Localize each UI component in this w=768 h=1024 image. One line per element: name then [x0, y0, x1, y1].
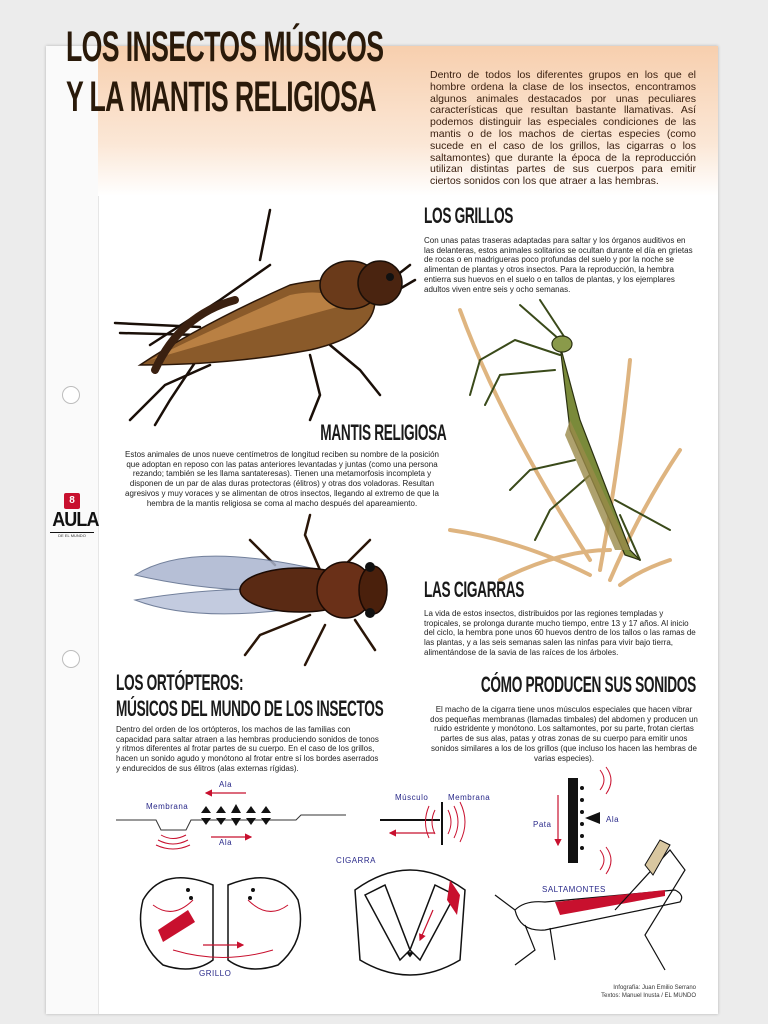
cricket-wings-diagram	[133, 870, 308, 975]
ortopteros-title	[116, 670, 383, 722]
cicada-illustration	[130, 515, 400, 670]
sonidos-title: CÓMO PRODUCEN SUS SONIDOS	[480, 672, 696, 697]
credit-textos: Textos: Manuel Inusta / EL MUNDO	[601, 993, 696, 999]
cicada-diagram	[345, 855, 475, 985]
ortopteros-title-line-2: MÚSICOS DEL MUNDO DE LOS INSECTOS	[116, 696, 384, 721]
label-musculo: Músculo	[395, 793, 429, 802]
label-ala-top: Ala	[219, 780, 233, 789]
muscle-membrane-diagram	[380, 800, 480, 850]
label-ala-bottom: Ala	[219, 838, 233, 847]
grillos-text: Con unas patas traseras adaptadas para saltar y los órganos auditivos en las delanteras, estos animales solitarios se ocultan durante el día en grietas de rocas o en madrigueras poco profundas del suelo y por la noche se alimentan de plantas y otros insectos. Para la reproducción, la hembra entierra sus huevos en el suelo o en tallos de plantas, y los ejemplares adultos viven entre seis y ocho semanas.	[424, 236, 693, 294]
label-membrana-right: Membrana	[448, 793, 491, 802]
page-title	[66, 22, 384, 122]
ortopteros-text: Dentro del orden de los ortópteros, los machos de las familias con capacidad para saltar atraen a las hembras produciendo sonidos de tonos y ritmos diferentes al frotar partes de su cuerpo. En el caso de los grillos, hacen un sonido agudo y monótono al frotar entre sí los bordes aserrados y endurecidos de sus élitros (alas externas rígidas).	[116, 725, 379, 773]
punch-hole	[62, 650, 80, 668]
label-grillo: GRILLO	[199, 969, 232, 978]
credits	[601, 984, 696, 1000]
title-line-2: Y LA MANTIS RELIGIOSA	[66, 73, 376, 121]
grasshopper-diagram	[495, 840, 700, 980]
mantis-title: MANTIS RELIGIOSA	[319, 420, 446, 445]
mantis-text: Estos animales de unos nueve centímetros de longitud reciben su nombre de la posición que adoptan en reposo con las patas anteriores levantadas y juntas (como una persona rezando; también se les llama santateresas). Tienen una metamorfosis incompleta y disponen de un par de alas duras protectoras (élitros) y otras dos voladoras. Resultan agresivos y muy voraces y se alimentan de otros insectos, llegando al extremo de que la hembra de la mantis religiosa se coma al macho después del apareamiento.	[125, 450, 439, 508]
cigarras-title: LAS CIGARRAS	[424, 577, 525, 602]
cricket-illustration	[110, 205, 420, 440]
sonidos-text: El macho de la cigarra tiene unos músculos especiales que hacen vibrar dos pequeñas membranas (llamadas timbales) del abdomen y producen un ruido estridente y monótono. Los saltamontes, por su parte, frotan ciertas partes de sus alas, patas y otras zonas de su cuerpo para emitir unos sonidos similares a los de los grillos (que incluso los hacen las hembras de varias especies).	[430, 705, 698, 763]
label-pata: Pata	[533, 820, 552, 829]
title-line-1: LOS INSECTOS MÚSICOS	[66, 23, 384, 71]
aula-logo	[50, 493, 99, 538]
logo-word: AULA	[52, 509, 99, 531]
punch-hole	[62, 386, 80, 404]
cigarras-text: La vida de estos insectos, distribuidos por las regiones templadas y tropicales, se prolonga durante mucho tiempo, entre 13 y 17 años. Al inicio del ciclo, la hembra pone unos 60 huevos dentro de los tallos o las ramas de las plantas, y a las seis semanas salen las ninfas para vivir bajo tierra, alimentándose de la savia de las raíces de los árboles.	[424, 609, 696, 657]
label-cigarra: CIGARRA	[336, 856, 376, 865]
credit-infografia: Infografía: Juan Emilio Serrano	[613, 985, 696, 991]
label-membrana-left: Membrana	[146, 802, 189, 811]
logo-subtitle: DE EL MUNDO	[50, 532, 94, 538]
ortopteros-title-line-1: LOS ORTÓPTEROS:	[116, 670, 244, 695]
intro-paragraph: Dentro de todos los diferentes grupos en los que el hombre ordena la clase de los insectos, encontramos algunos animales destacados por unas peculiares características que resultan bastante llamativas. Así podemos distinguir las especiales condiciones de las mantis o de los machos de ciertas especies (como sucede en el caso de los grillos, las cigarras o los saltamontes) que durante la época de la reproducción utilizan distintas partes de sus cuerpos para emitir ciertos sonidos con los que atraer a las hembras.	[430, 69, 696, 188]
label-saltamontes: SALTAMONTES	[542, 885, 606, 894]
grillos-title: LOS GRILLOS	[424, 203, 514, 228]
logo-number: 8	[64, 493, 80, 509]
label-ala-saltamontes: Ala	[606, 815, 620, 824]
mantis-illustration	[440, 300, 690, 595]
